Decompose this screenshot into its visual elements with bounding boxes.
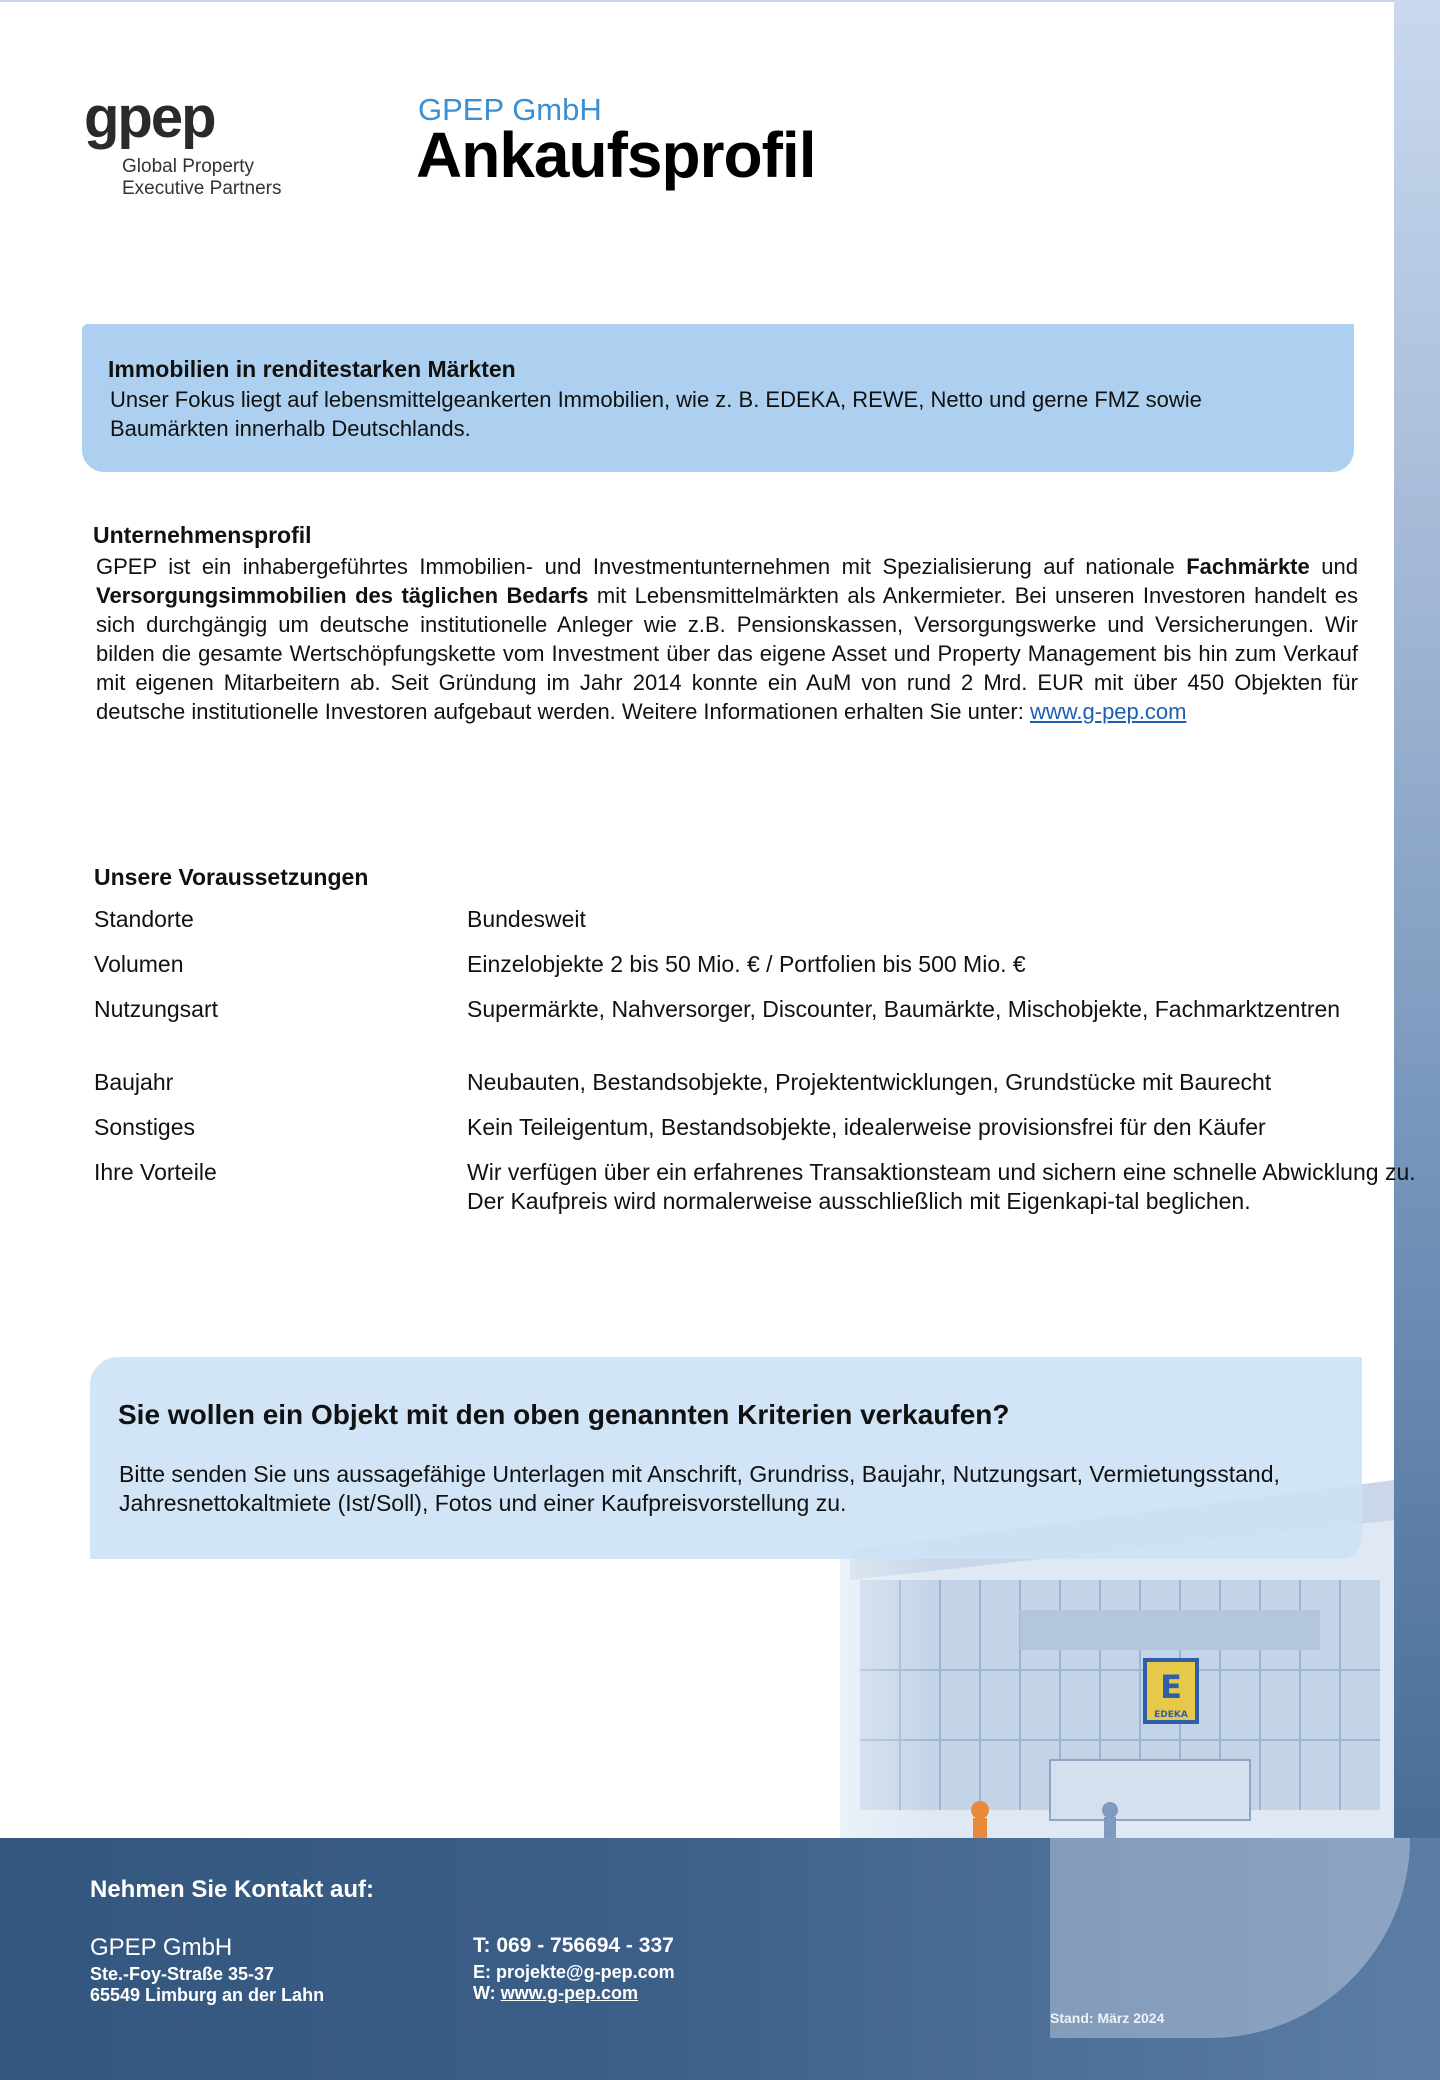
requirement-value: Supermärkte, Nahversorger, Discounter, Baumärkte, Mischobjekte, Fachmarktzentren — [467, 996, 1341, 1022]
cta-box — [90, 1357, 1362, 1559]
requirement-label: Ihre Vorteile — [94, 1159, 217, 1185]
requirement-value: Wir verfügen über ein erfahrenes Transaktionsteam und sichern eine schnelle Abwicklung zu. Der Kaufpreis wird normalerweise ausschließlich mit Eigenkapi-tal beglichen. — [467, 1159, 1416, 1214]
requirement-label: Sonstiges — [94, 1114, 196, 1140]
footer-phone: T: 069 - 756694 - 337 — [473, 1934, 674, 1957]
footer-city: 65549 Limburg an der Lahn — [90, 1985, 325, 2005]
cta-text: Bitte senden Sie uns aussagefähige Unterlagen mit Anschrift, Grundriss, Baujahr, Nutzungsart, Vermietungsstand, Jahresnettokaltmiete (Ist/Soll), Fotos und einer Kaufpreisvorstellung zu. — [119, 1461, 1280, 1516]
contact-heading: Nehmen Sie Kontakt auf: — [90, 1876, 375, 1903]
requirement-value: Bundesweit — [467, 906, 586, 932]
page-title: Ankaufsprofil — [416, 119, 816, 191]
focus-heading: Immobilien in renditestarken Märkten — [108, 356, 516, 382]
profile-text-part: mit Lebensmittelmärkten als Ankermieter. Bei unseren Investoren handelt es sich durchgängig um deutsche institutionelle Anleger wie z.B. Pensionskassen, Versorgungswerke und Versicherungen. Wir bilden die gesamte Wertschöpfungskette vom Investment über das eigene Asset und Property Management bis hin zum Verkauf mit eigenen Mitarbeitern ab. Seit Gründung im Jahr 2014 konnte ein AuM von rund 2 Mrd. EUR mit über 450 Objekten für deutsche institutionelle Investoren aufgebaut werden. Weitere Informationen erhalten Sie unter: — [96, 583, 1359, 724]
logo-subtitle-line1: Global Property — [122, 156, 255, 177]
logo-subtitle-line2: Executive Partners — [122, 178, 282, 199]
footer-email-line — [473, 1962, 675, 1983]
requirement-label: Nutzungsart — [94, 996, 219, 1022]
side-gradient-band — [1394, 0, 1440, 2080]
footer-email[interactable]: projekte@g-pep.com — [496, 1962, 675, 1982]
profile-text — [96, 552, 1358, 726]
requirement-label: Baujahr — [94, 1069, 174, 1095]
requirement-label: Standorte — [94, 906, 194, 932]
footer-street: Ste.-Foy-Straße 35-37 — [90, 1964, 275, 1984]
footer-date: Stand: März 2024 — [1050, 2010, 1165, 2026]
company-logo: gpep — [84, 85, 215, 150]
requirement-value: Kein Teileigentum, Bestandsobjekte, idealerweise provisionsfrei für den Käufer — [467, 1114, 1266, 1140]
footer-address — [90, 1934, 324, 2006]
top-divider — [0, 0, 1394, 2]
footer-web-link[interactable]: www.g-pep.com — [500, 1983, 639, 2003]
profile-text-part: und — [1309, 554, 1358, 579]
footer-email-prefix: E: — [473, 1962, 497, 1982]
profile-heading: Unternehmensprofil — [93, 522, 312, 548]
cta-heading: Sie wollen ein Objekt mit den oben genannten Kriterien verkaufen? — [118, 1399, 1010, 1430]
profile-bold-versorgung: Versorgungsimmobilien des täglichen Bedarfs — [96, 583, 589, 608]
footer-contact — [473, 1934, 675, 2004]
profile-bold-fachmaerkte: Fachmärkte — [1186, 554, 1310, 579]
footer-web-line — [473, 1983, 675, 2004]
requirement-value: Einzelobjekte 2 bis 50 Mio. € / Portfolien bis 500 Mio. € — [467, 951, 1026, 977]
requirements-heading: Unsere Voraussetzungen — [94, 864, 369, 890]
company-name: GPEP GmbH — [418, 92, 602, 127]
footer-web-prefix: W: — [473, 1983, 501, 2003]
footer-company: GPEP GmbH — [90, 1934, 233, 1961]
requirement-label: Volumen — [94, 951, 184, 977]
focus-text: Unser Fokus liegt auf lebensmittelgeankerten Immobilien, wie z. B. EDEKA, REWE, Netto und gerne FMZ sowie Baumärkten innerhalb Deutschlands. — [110, 387, 1202, 441]
requirement-value: Neubauten, Bestandsobjekte, Projektentwicklungen, Grundstücke mit Baurecht — [467, 1069, 1272, 1095]
logo-subtitle — [122, 156, 281, 200]
website-link[interactable]: www.g-pep.com — [1029, 699, 1187, 724]
profile-text-part: GPEP ist ein inhabergeführtes Immobilien- und Investmentunternehmen mit Spezialisierung auf nationale — [96, 554, 1187, 579]
